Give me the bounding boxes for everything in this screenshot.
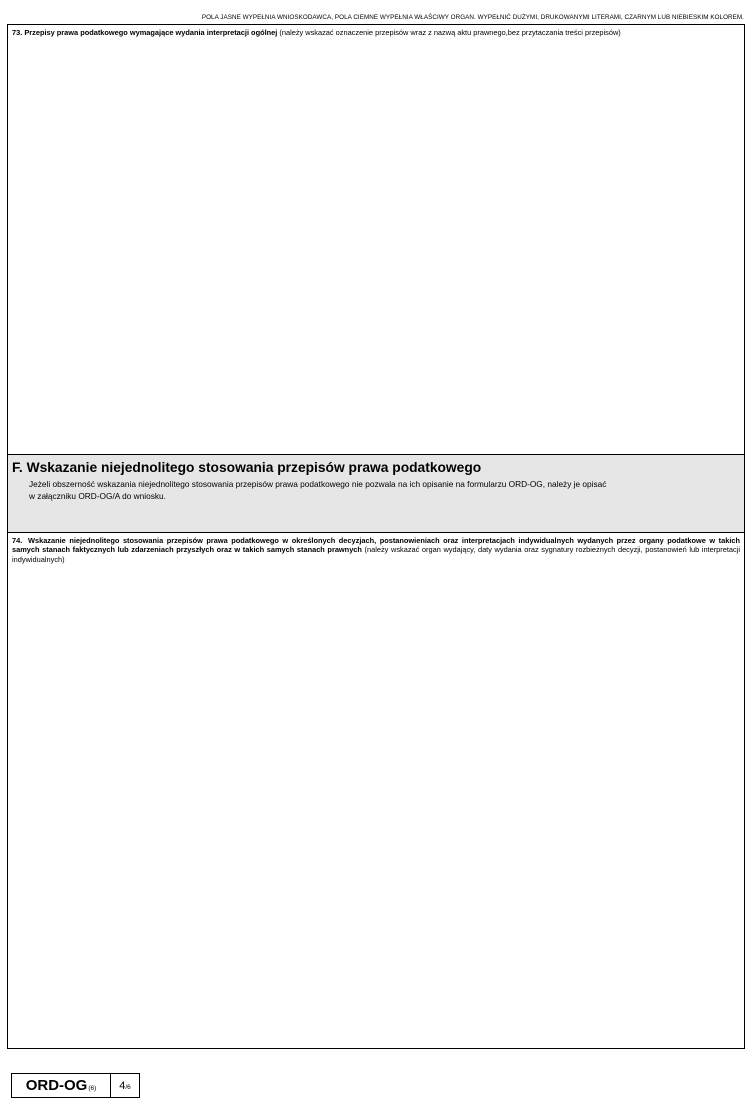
form-page-frame xyxy=(7,24,745,1049)
form-instruction-note: POLA JASNE WYPEŁNIA WNIOSKODAWCA, POLA CIEMNE WYPEŁNIA WŁAŚCIWY ORGAN. WYPEŁNIĆ DUŻYMI, DRUKOWANYMI LITERAMI, CZARNYM LUB NIEBIESKIM KOLOREM. xyxy=(201,14,744,21)
field-73-title: 73. Przepisy prawa podatkowego wymagające wydania interpretacji ogólnej xyxy=(12,28,278,37)
field-74-label xyxy=(12,536,740,564)
field-74-text-area[interactable] xyxy=(8,533,744,1048)
field-74-number: 74. xyxy=(12,536,23,545)
form-code-cell xyxy=(12,1074,111,1097)
section-f-description-line-1: Jeżeli obszerność wskazania niejednolitego stosowania przepisów prawa podatkowego nie pozwala na ich opisanie na formularzu ORD-OG, należy je opisać xyxy=(29,479,607,489)
page-current: 4 xyxy=(119,1079,126,1092)
page-total: /6 xyxy=(125,1084,131,1091)
field-74-hint: (należy wskazać organ wydający, daty wydania oraz sygnatury rozbieżnych decyzji, postanowień lub interpretacji indywidualnych) xyxy=(12,545,740,564)
section-f-header xyxy=(8,455,744,533)
form-footer-id xyxy=(11,1073,140,1098)
section-f-description-line-2: w załączniku ORD-OG/A do wniosku. xyxy=(29,490,166,501)
form-code: ORD-OG xyxy=(25,1077,88,1094)
section-f-title: F. Wskazanie niejednolitego stosowania przepisów prawa podatkowego xyxy=(12,460,482,475)
section-f-description xyxy=(29,479,709,502)
field-73-label xyxy=(12,28,740,37)
field-74-title: Wskazanie niejednolitego stosowania przepisów prawa podatkowego w określonych decyzjach, postanowieniach oraz interpretacjach indywidualnych wydanych przez organy podatkowe w takich samych stanach faktycznych lub zdarzeniach przyszłych oraz w takich samych stanach prawnych xyxy=(12,536,740,555)
form-version: (6) xyxy=(88,1085,97,1092)
page-number-cell xyxy=(111,1074,139,1097)
field-73-hint: (należy wskazać oznaczenie przepisów wraz z nazwą aktu prawnego,bez przytaczania treści przepisów) xyxy=(277,28,621,37)
field-73-text-area[interactable] xyxy=(8,25,744,455)
